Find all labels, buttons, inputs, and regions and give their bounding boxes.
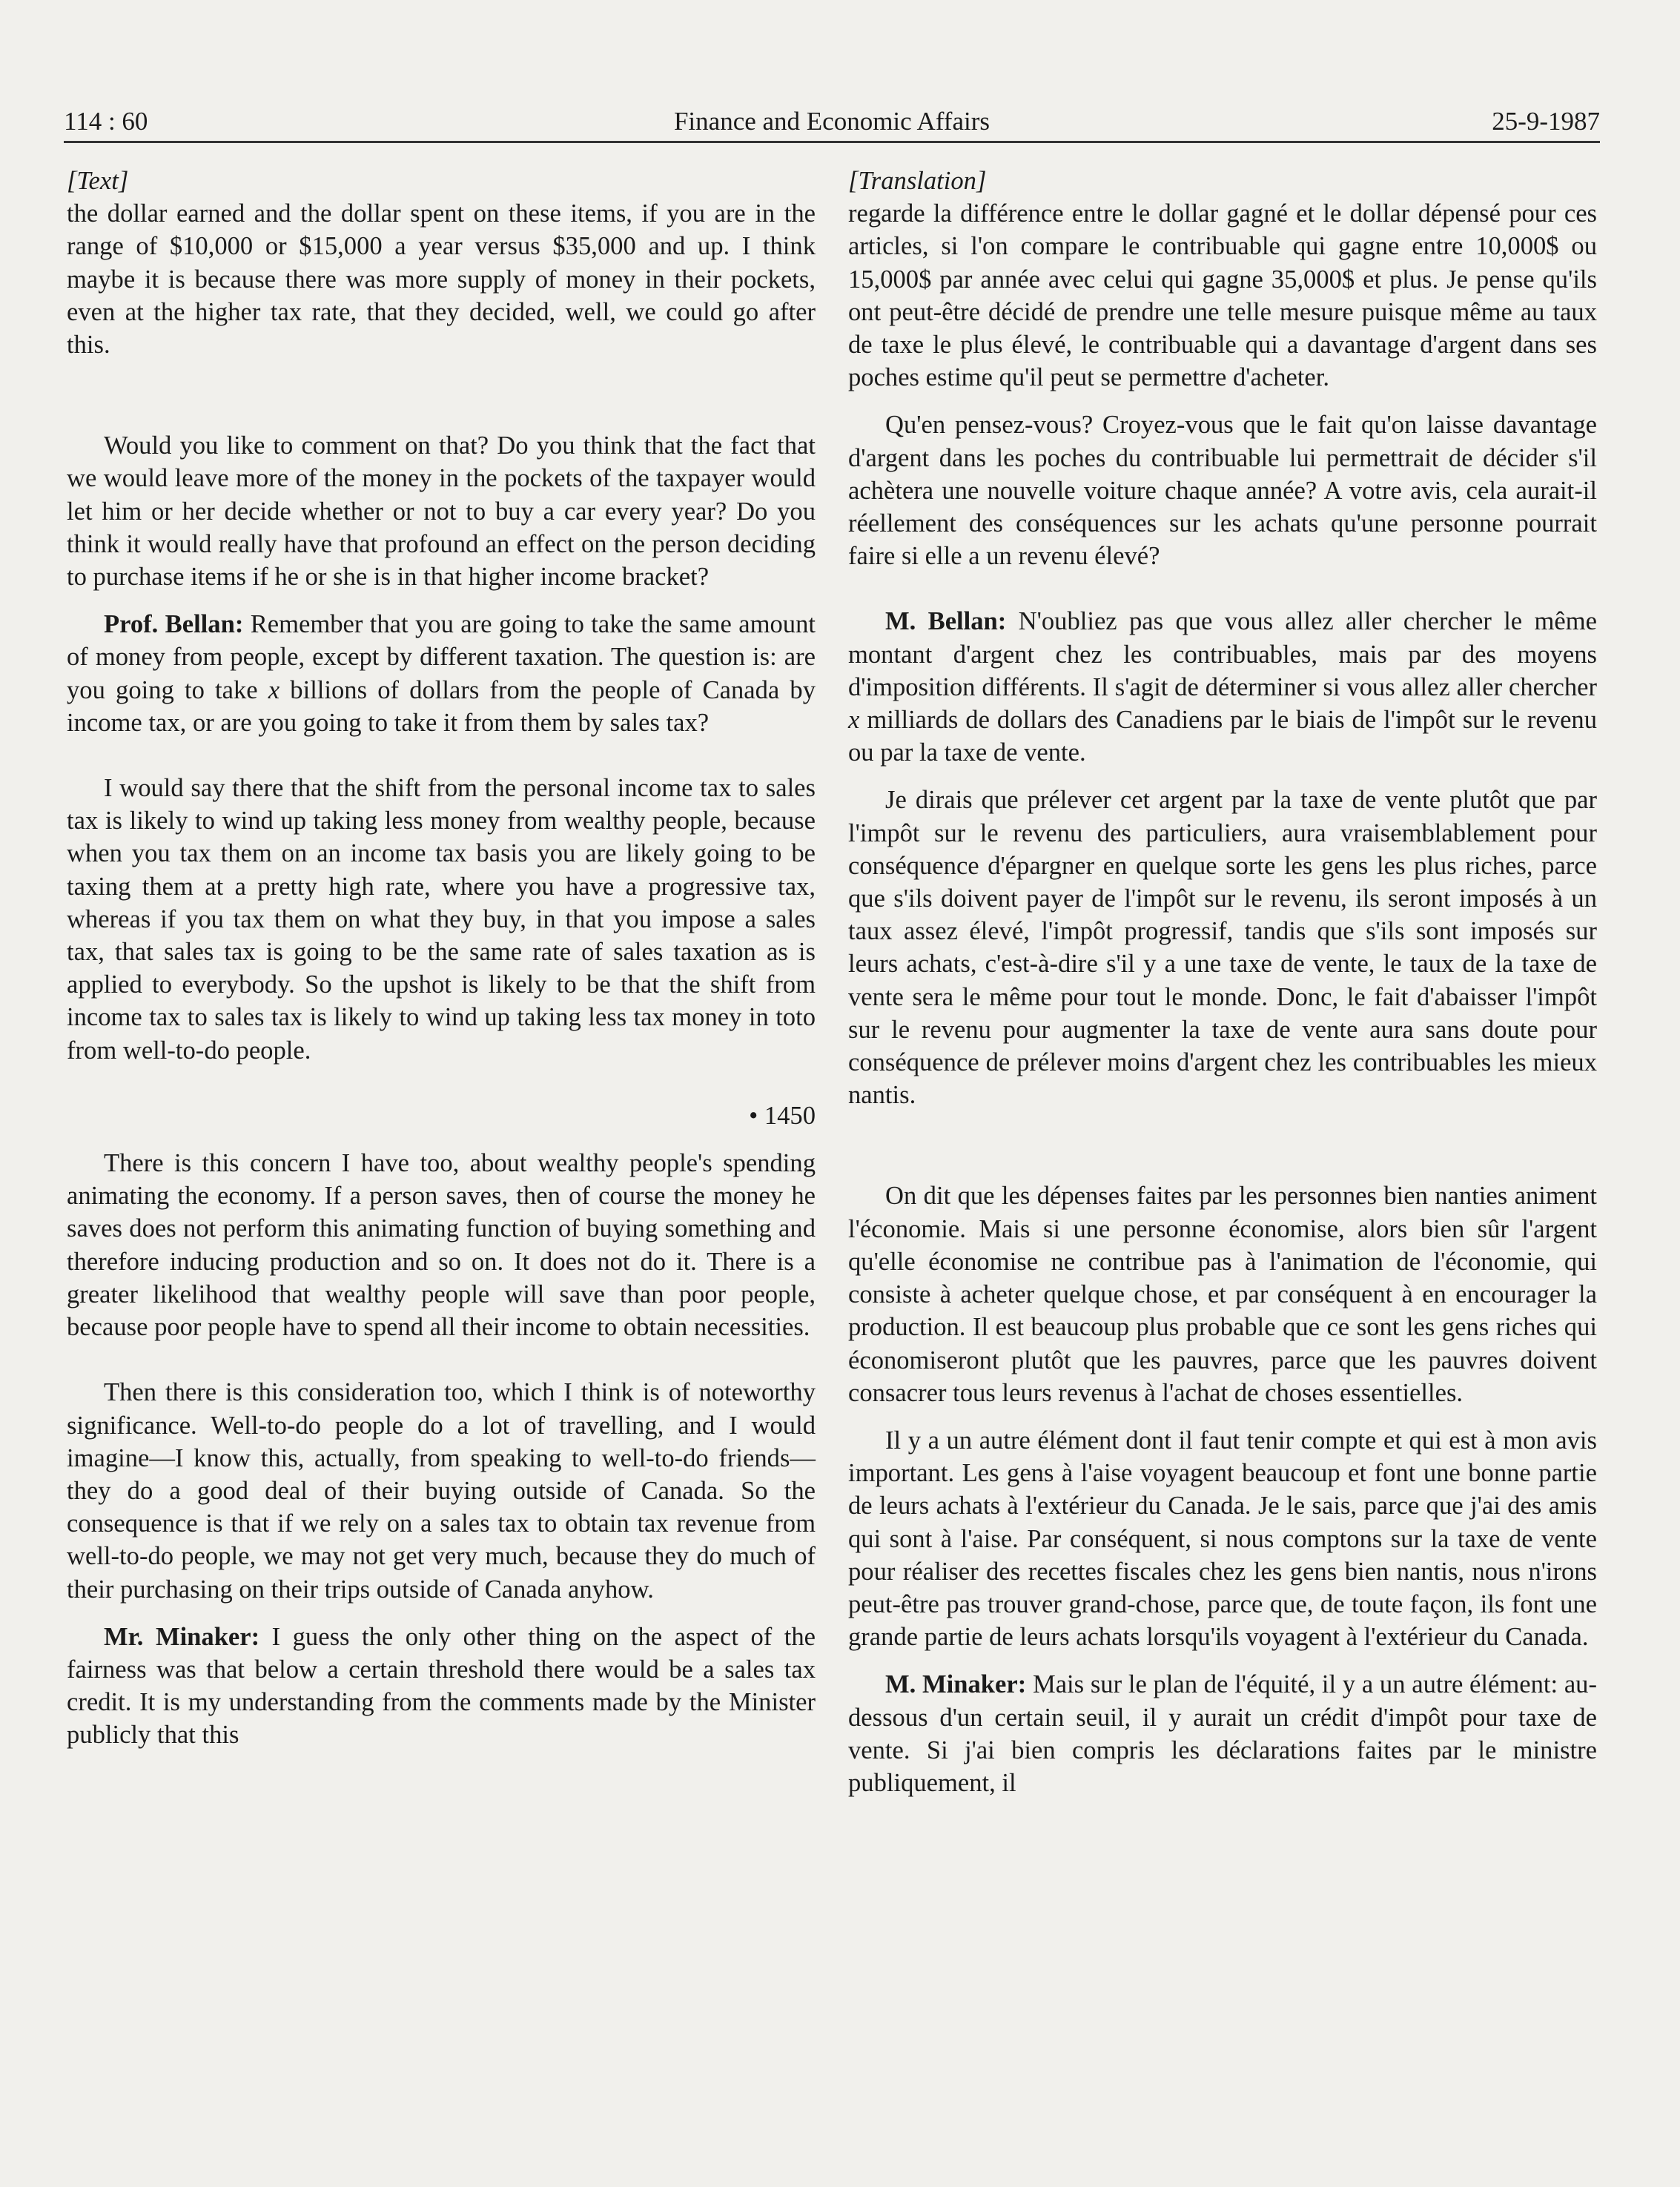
time-marker: • 1450 [749, 1101, 816, 1130]
speaker-name: M. Bellan: [885, 607, 1007, 636]
speaker-name: Prof. Bellan: [104, 610, 244, 639]
french-column [848, 165, 1597, 1799]
header-rule [64, 141, 1600, 143]
paragraph: regarde la différence entre le dollar gagné et le dollar dépensé pour ces articles, si l'on compare le contribuable qui gagne entre 10,000$ ou 15,000$ par année avec celui qui gagne 35,000$ et plus. Je pense qu'ils ont peut-être décidé de prendre une telle mesure puisque même au taux de taxe le plus élevé, le contribuable qui a davantage d'argent dans ses poches estime qu'il peut se permettre d'acheter. [848, 199, 1597, 392]
speech-text: milliards de dollars des Canadiens par le biais de l'impôt sur le revenu ou par la taxe de vente. [848, 706, 1597, 767]
paragraph: Qu'en pensez-vous? Croyez-vous que le fait qu'on laisse davantage d'argent dans les poches du contribuable lui permettrait de décider s'il achètera une nouvelle voiture chaque année? A votre avis, cela aurait-il réellement des conséquences sur les achats qu'une personne pourrait faire si elle a un revenu élevé? [848, 411, 1597, 571]
paragraph: Je dirais que prélever cet argent par la taxe de vente plutôt que par l'impôt sur le revenu des particuliers, aura vraisemblablement pour conséquence d'épargner en quelque sorte les gens les plus riches, parce que s'ils doivent payer de l'impôt sur le revenu, ils seront imposés à un taux assez élevé, l'impôt progressif, tandis que s'ils sont imposés sur leurs achats, c'est-à-dire s'il y a une taxe de vente, le taux de la taxe de vente sera le même pour tout le monde. Donc, le fait d'abaisser l'impôt sur le revenu pour augmenter la taxe de vente aura sans doute pour conséquence de prélever moins d'argent chez les contribuables les mieux nantis. [848, 786, 1597, 1110]
paragraph: Would you like to comment on that? Do you think that the fact that we would leave more of the money in the pockets of the taxpayer would let him or her decide whether or not to buy a car every year? Do you think it would really have that profound an effect on the person deciding to purchase items if he or she is in that higher income bracket? [67, 431, 816, 592]
text-label: [Text] [67, 167, 129, 195]
speaker-name: Mr. Minaker: [104, 1622, 260, 1651]
paragraph [848, 605, 1597, 769]
page-date: 25-9-1987 [1492, 107, 1600, 136]
variable-x: x [848, 706, 860, 735]
paragraph: Il y a un autre élément dont il faut tenir compte et qui est à mon avis important. Les gens à l'aise voyagent beaucoup et font une bonne partie de leurs achats à l'extérieur du Canada. Je le sais, parce que j'ai des amis qui sont à l'aise. Par conséquent, si nous comptons sur la taxe de vente pour réaliser des recettes fiscales chez les gens bien nantis, nous n'irons peut-être pas trouver grand-chose, parce que, de toute façon, ils font une grande partie de leurs achats lorsqu'ils voyagent à l'extérieur du Canada. [848, 1426, 1597, 1652]
paragraph: the dollar earned and the dollar spent on these items, if you are in the range of $10,000 or $15,000 a year versus $35,000 and up. I think maybe it is because there was more supply of money in their pockets, even at the higher tax rate, that they decided, well, we could go after this. [67, 199, 816, 360]
speech-text: billions of dollars from the people of Canada by income tax, or are you going to take it from them by sales tax? [67, 675, 816, 737]
running-title: Finance and Economic Affairs [673, 107, 991, 136]
paragraph: I would say there that the shift from the personal income tax to sales tax is likely to wind up taking less money from wealthy people, because when you tax them on an income tax basis you are likely going to be taxing them at a pretty high rate, where you have a progressive tax, whereas if you tax them on what they buy, in that you impose a sales tax, that sales tax is going to be the same rate of sales taxation as is applied to everybody. So the upshot is likely to be that the shift from income tax to sales tax is likely to wind up taking less tax money in toto from well-to-do people. [67, 774, 816, 1065]
paragraph: On dit que les dépenses faites par les personnes bien nanties animent l'économie. Mais si une personne économise, alors bien sûr l'argent qu'elle économise ne contribue pas à l'animation de l'économie, qui consiste à acheter quelque chose, et par conséquent à en encourager la production. Il est beaucoup plus probable que ce sont les gens riches qui économiseront plutôt que les pauvres, parce que les pauvres doivent consacrer tous leurs revenus à l'achat de choses essentielles. [848, 1182, 1597, 1407]
page-header [64, 101, 1600, 142]
variable-x: x [268, 675, 280, 704]
english-column [67, 165, 816, 1752]
speech-text: I guess the only other thing on the aspect of the fairness was that below a certain threshold there would be a sales tax credit. It is my understanding from the comments made by the Minister publicly that this [67, 1622, 816, 1750]
speech-text: Remember that you are going to take the same amount of money from people, except by different taxation. The question is: are you going to take [67, 610, 816, 704]
paragraph: There is this concern I have too, about wealthy people's spending animating the economy. If a person saves, then of course the money he saves does not perform this animating function of buying something and therefore inducing production and so on. It does not do it. There is a greater likelihood that wealthy people will save than poor people, because poor people have to spend all their income to obtain necessities. [67, 1149, 816, 1342]
paragraph [67, 1621, 816, 1752]
paragraph [848, 1668, 1597, 1799]
speaker-name: M. Minaker: [885, 1670, 1027, 1699]
speech-text: N'oubliez pas que vous allez aller chercher le même montant d'argent chez les contribuables, mais par des moyens d'imposition différents. Il s'agit de déterminer si vous allez aller chercher [848, 607, 1597, 701]
translation-label: [Translation] [848, 167, 987, 195]
paragraph: Then there is this consideration too, which I think is of noteworthy significance. Well-to-do people do a lot of travelling, and I would imagine—I know this, actually, from speaking to well-to-do friends—they do a good deal of their buying outside of Canada. So the consequence is that if we rely on a sales tax to obtain tax revenue from well-to-do people, we may not get very much, because they do much of their purchasing on their trips outside of Canada anyhow. [67, 1378, 816, 1604]
speech-text: Mais sur le plan de l'équité, il y a un autre élément: au-dessous d'un certain seuil, il y aurait un crédit d'impôt pour taxe de vente. Si j'ai bien compris les déclarations faites par le ministre publiquement, il [848, 1670, 1597, 1797]
page-number: 114 : 60 [64, 107, 148, 136]
paragraph [67, 608, 816, 739]
